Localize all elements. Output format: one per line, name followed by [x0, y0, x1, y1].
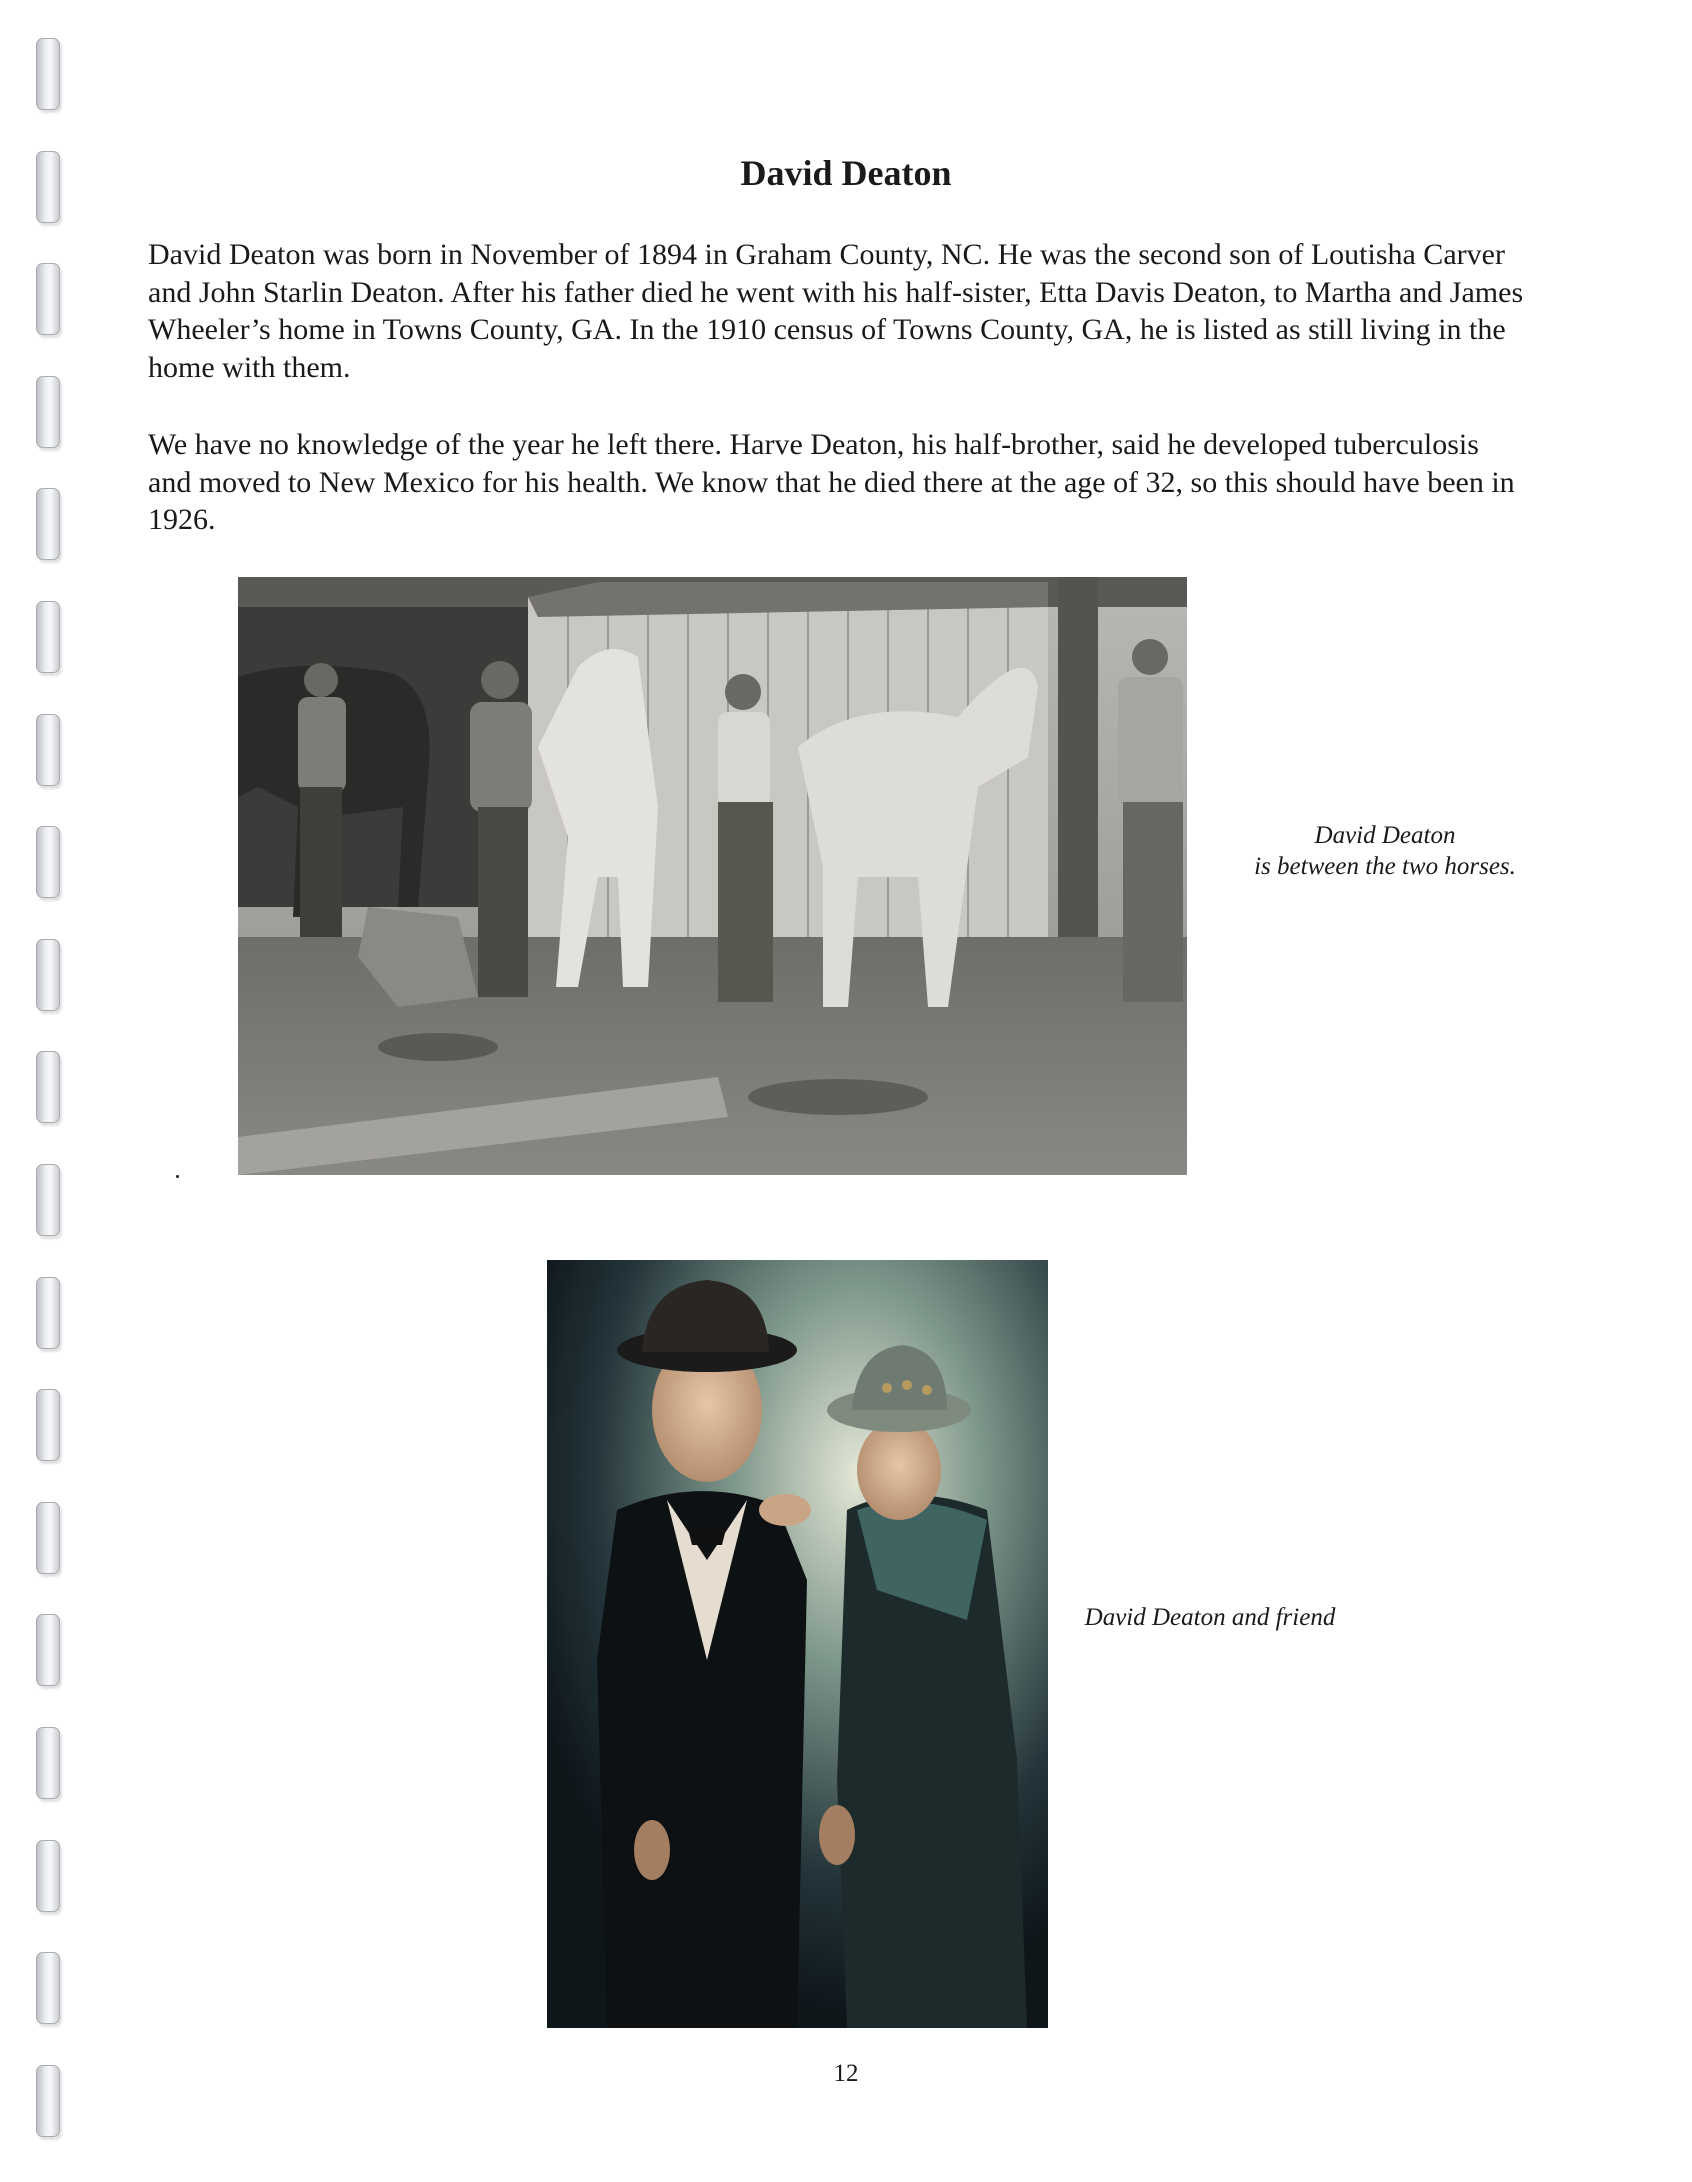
- caption-photo-1: [1200, 820, 1570, 882]
- binding-slot: [36, 1952, 60, 2024]
- binding-slot: [36, 1840, 60, 1912]
- photo-david-deaton-and-friend: [547, 1260, 1048, 2028]
- page-title: David Deaton: [740, 153, 952, 193]
- binding-slot: [36, 1164, 60, 1236]
- caption-photo-1-line-2: is between the two horses.: [1254, 853, 1516, 880]
- caption-photo-1-line-1: David Deaton: [1314, 822, 1456, 849]
- binding-slot: [36, 1051, 60, 1123]
- binding-slot: [36, 1277, 60, 1349]
- binding-slot: [36, 376, 60, 448]
- binding-slot: [36, 263, 60, 335]
- paragraph-1: David Deaton was born in November of 1894 in Graham County, NC. He was the second son of Loutisha Carver and John Starlin Deaton. After his father died he went with his half-sister, Etta Davis Deaton, to Martha and James Wheeler’s home in Towns County, GA. In the 1910 census of Towns County, GA, he is listed as still living in the home with them.: [148, 238, 1524, 384]
- spiral-binding: [0, 0, 80, 2182]
- binding-slot: [36, 826, 60, 898]
- scan-speck: [176, 1175, 179, 1178]
- caption-photo-2-line-1: David Deaton and friend: [1084, 1604, 1336, 1631]
- binding-slot: [36, 714, 60, 786]
- binding-slot: [36, 601, 60, 673]
- binding-slot: [36, 1502, 60, 1574]
- page-number: 12: [833, 2060, 859, 2087]
- binding-slot: [36, 1614, 60, 1686]
- binding-slot: [36, 1389, 60, 1461]
- binding-slot: [36, 488, 60, 560]
- paragraph-2: We have no knowledge of the year he left there. Harve Deaton, his half-brother, said he developed tuberculosis and moved to New Mexico for his health. We know that he died there at the age of 32, so this should have been in 1926.: [148, 428, 1515, 536]
- binding-slot: [36, 38, 60, 110]
- caption-photo-2: [1060, 1602, 1360, 1633]
- photo-men-with-horses: [238, 577, 1187, 1175]
- binding-slot: [36, 1727, 60, 1799]
- binding-slot: [36, 939, 60, 1011]
